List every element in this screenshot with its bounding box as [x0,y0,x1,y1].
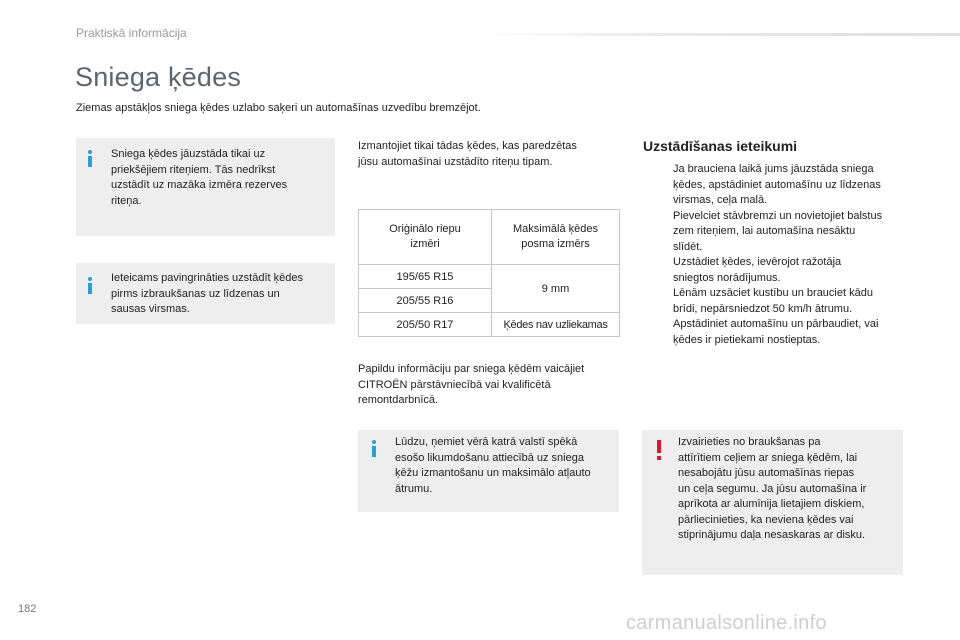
note-text: Ieteicams pavingrināties uzstādīt ķēdes pirms izbraukšanas uz līdzenas un sausas virsmas. [111,272,303,315]
dealer-info-text: Papildu informāciju par sniega ķēdēm vaicājiet CITROËN pārstāvniecībā vai kvalificētā remontdarbnīcā. [358,363,585,406]
watermark: carmanualsonline.info [626,612,827,634]
list-item: Uzstādiet ķēdes, ievērojot ražotāja sniegtos norādījumus. [673,256,842,284]
info-icon [86,150,94,168]
note-text: Sniega ķēdes jāuzstāda tikai uz priekšējiem riteņiem. Tās nedrīkst uzstādīt uz mazāka izmēra rezerves riteņa. [111,148,288,207]
warning-text: Izvairieties no braukšanas pa attīrītiem ceļiem ar sniega ķēdēm, lai nesabojātu jūsu automašīnas riepas un ceļa segumu. Ja jūsu automašīna ir aprīkota ar alumīnija lietajiem diskiem, pārliecinieties, ka neviena ķēdes vai stiprinājumu daļa nesaskaras ar disku. [678,436,867,541]
section-title-installation: Uzstādīšanas ieteikumi [643,138,798,154]
list-item: Ja brauciena laikā jums jāuzstāda sniega ķēdes, apstādiniet automašīnu uz līdzenas virsmas, ceļa malā. [673,163,881,206]
table-cell-chain-size: 9 mm [492,265,620,313]
note-text: Lūdzu, ņemiet vērā katrā valstī spēkā esošo likumdošanu attiecībā uz sniega ķēžu izmantošanu un maksimālo atļauto ātrumu. [395,436,591,495]
list-item: Apstādiniet automašīnu un pārbaudiet, vai ķēdes ir pietiekami nostieptas. [673,318,879,346]
table-header-chain-size: Maksimālā ķēdes posma izmērs [492,210,620,265]
installation-tips-list [643,162,905,348]
warning-box [642,430,903,575]
list-item: Pievelciet stāvbremzi un novietojiet balstus zem riteņiem, lai automašīna nesāktu slīdēt. [673,209,883,253]
chain-type-text: Izmantojiet tikai tādas ķēdes, kas paredzētas jūsu automašīnai uzstādīto riteņu tipam. [358,140,577,168]
table-header-tire-size: Oriģinālo riepu izmēri [359,210,492,265]
intro-text: Ziemas apstākļos sniega ķēdes uzlabo saķeri un automašīnas uzvedību bremzējot. [76,102,481,114]
tire-chain-table [358,209,620,337]
warning-icon [655,440,663,460]
note-box-front-wheels [76,138,335,236]
info-icon [370,440,378,458]
table-cell-tire: 205/50 R17 [359,313,492,337]
page-number: 182 [18,603,37,615]
list-item: Lēnām uzsāciet kustību un brauciet kādu brīdi, nepārsniedzot 50 km/h ātrumu. [673,287,873,315]
table-cell-chain-size: Ķēdes nav uzliekamas [492,313,620,337]
note-box-practice [76,263,335,324]
table-cell-tire: 195/65 R15 [359,265,492,289]
note-box-legislation [358,430,619,512]
header-section: Praktiskā informācija [76,26,187,40]
header-divider [480,33,960,36]
table-cell-tire: 205/55 R16 [359,289,492,313]
info-icon [86,277,94,295]
page-title: Sniega ķēdes [75,62,242,92]
